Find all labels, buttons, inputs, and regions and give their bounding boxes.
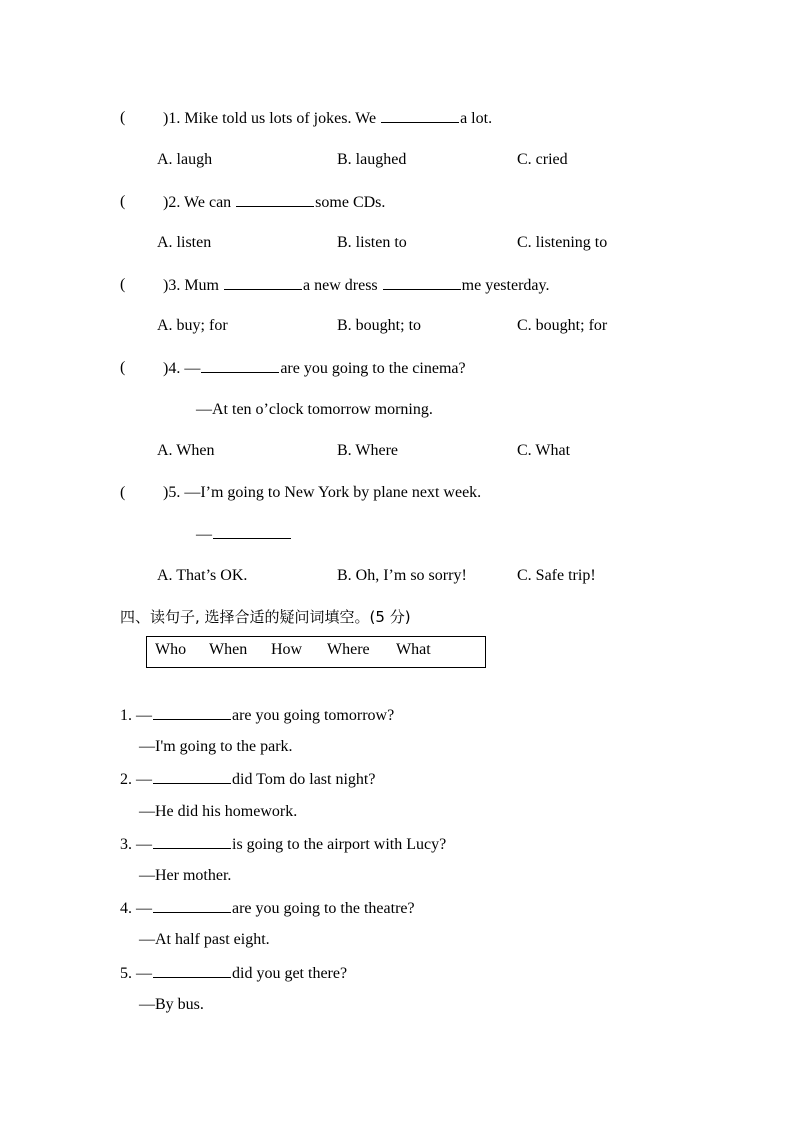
answer-blank[interactable]	[153, 963, 231, 978]
question-number: 3.	[168, 277, 181, 294]
question-post: a lot.	[460, 110, 493, 127]
option-c[interactable]: C. What	[517, 442, 571, 459]
item-number: 2. —	[120, 771, 152, 788]
option-a[interactable]: A. listen	[157, 234, 212, 251]
fill-answer: —At half past eight.	[139, 931, 270, 948]
option-b[interactable]: B. Where	[337, 442, 399, 459]
word-bank	[146, 636, 486, 668]
item-number: 4. —	[120, 900, 152, 917]
question-text	[163, 483, 481, 503]
option-c[interactable]: C. cried	[517, 151, 568, 168]
question-pre: —I’m going to New York by plane next week.	[184, 484, 482, 501]
fill-answer: —He did his homework.	[139, 803, 298, 820]
word-when: When	[209, 641, 248, 658]
question-text	[163, 192, 385, 213]
reply-dash: —	[196, 526, 212, 543]
paren-close: )	[163, 277, 169, 294]
word-where: Where	[327, 641, 370, 658]
item-post: did Tom do last night?	[232, 771, 376, 788]
option-b[interactable]: B. laughed	[337, 151, 407, 168]
answer-blank[interactable]	[153, 705, 231, 720]
option-b[interactable]: B. bought; to	[337, 317, 422, 334]
fill-question	[120, 963, 347, 984]
question-pre: —	[184, 360, 201, 377]
paren-close: )	[163, 484, 169, 501]
answer-blank-2[interactable]	[383, 275, 461, 290]
word-how: How	[271, 641, 303, 658]
option-a[interactable]: A. laugh	[157, 151, 213, 168]
word-who: Who	[155, 641, 187, 658]
question-number: 1.	[168, 110, 181, 127]
option-c[interactable]: C. Safe trip!	[517, 567, 596, 584]
item-post: are you going to the theatre?	[232, 900, 415, 917]
item-post: is going to the airport with Lucy?	[232, 836, 447, 853]
question-number: 5.	[168, 484, 181, 501]
paren-open: (	[120, 109, 126, 126]
paren-close: )	[163, 110, 169, 127]
question-post: some CDs.	[315, 194, 386, 211]
answer-blank[interactable]	[201, 358, 279, 373]
option-a[interactable]: A. buy; for	[157, 317, 228, 334]
question-number: 4.	[168, 360, 181, 377]
answer-blank[interactable]	[213, 524, 291, 539]
question-reply: —At ten o’clock tomorrow morning.	[196, 401, 433, 418]
question-pre: Mike told us lots of jokes. We	[184, 110, 377, 127]
item-post: are you going tomorrow?	[232, 707, 395, 724]
fill-question	[120, 898, 415, 919]
question-reply	[196, 524, 292, 545]
section-title: 四、读句子, 选择合适的疑问词填空。(5 分)	[120, 608, 411, 626]
question-text	[163, 275, 549, 296]
paren-close: )	[163, 194, 169, 211]
question-post: me yesterday.	[461, 277, 550, 294]
paren-open: (	[120, 359, 126, 376]
fill-answer: —By bus.	[139, 996, 204, 1013]
paren-close: )	[163, 360, 169, 377]
option-b[interactable]: B. listen to	[337, 234, 407, 251]
option-b[interactable]: B. Oh, I’m so sorry!	[337, 567, 467, 584]
question-text	[163, 358, 466, 379]
answer-blank[interactable]	[236, 192, 314, 207]
answer-blank[interactable]	[153, 769, 231, 784]
word-what: What	[396, 641, 431, 658]
question-text	[163, 108, 492, 129]
item-number: 5. —	[120, 965, 152, 982]
item-post: did you get there?	[232, 965, 348, 982]
question-pre: Mum	[184, 277, 219, 294]
option-a[interactable]: A. When	[157, 442, 215, 459]
question-post: are you going to the cinema?	[280, 360, 466, 377]
fill-answer: —I'm going to the park.	[139, 738, 293, 755]
question-mid: a new dress	[303, 277, 378, 294]
option-c[interactable]: C. listening to	[517, 234, 608, 251]
paren-open: (	[120, 193, 126, 210]
fill-question	[120, 834, 446, 855]
paren-open: (	[120, 276, 126, 293]
item-number: 1. —	[120, 707, 152, 724]
fill-question	[120, 769, 375, 790]
option-c[interactable]: C. bought; for	[517, 317, 608, 334]
question-pre: We can	[184, 194, 232, 211]
fill-question	[120, 705, 394, 726]
answer-blank[interactable]	[381, 108, 459, 123]
paren-open: (	[120, 484, 126, 501]
answer-blank-1[interactable]	[224, 275, 302, 290]
fill-answer: —Her mother.	[139, 867, 232, 884]
option-a[interactable]: A. That’s OK.	[157, 567, 248, 584]
answer-blank[interactable]	[153, 898, 231, 913]
answer-blank[interactable]	[153, 834, 231, 849]
item-number: 3. —	[120, 836, 152, 853]
question-number: 2.	[168, 194, 181, 211]
